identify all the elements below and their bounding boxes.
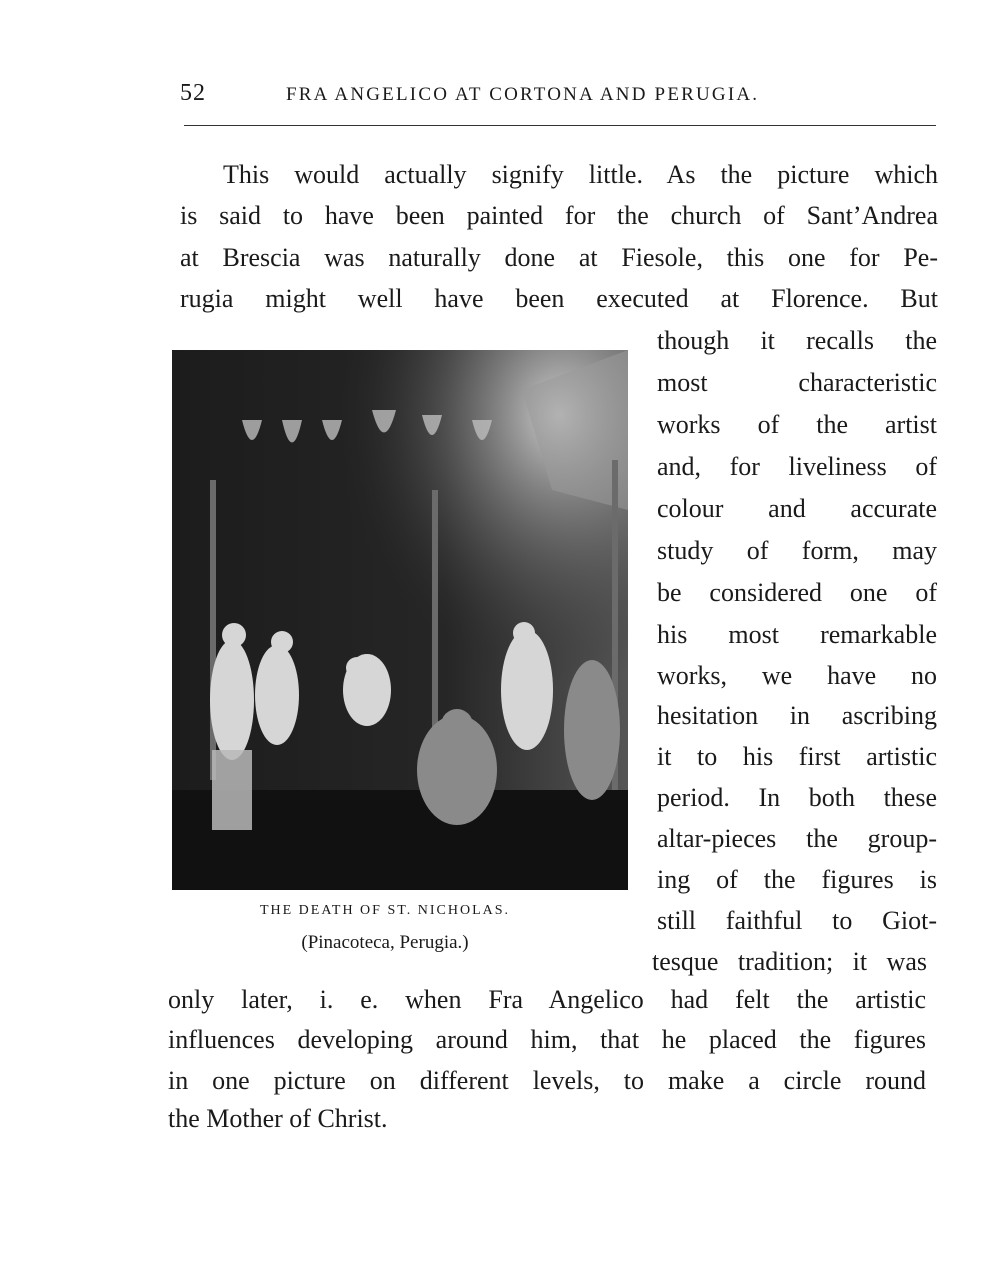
header-rule [184, 125, 936, 126]
text-line: most characteristic [657, 368, 937, 397]
painting-illustration [172, 350, 628, 890]
text-line: ing of the figures is [657, 865, 937, 894]
text-line: works, we have no [657, 661, 937, 690]
text-line: and, for liveliness of [657, 452, 937, 481]
text-line: altar-pieces the group- [657, 824, 937, 853]
text-line: is said to have been painted for the church of Sant’Andrea [180, 201, 938, 230]
text-line: colour and accurate [657, 494, 937, 523]
figure-caption-location: (Pinacoteca, Perugia.) [301, 932, 469, 953]
text-line: the Mother of Christ. [168, 1104, 388, 1133]
text-line: This would actually signify little. As the picture which [223, 160, 938, 189]
text-line: influences developing around him, that he placed the figures [168, 1025, 926, 1054]
text-line: be considered one of [657, 578, 937, 607]
text-line: though it recalls the [657, 326, 937, 355]
text-line: works of the artist [657, 410, 937, 439]
text-line: period. In both these [657, 783, 937, 812]
page-number: 52 [180, 80, 206, 106]
text-line: his most remarkable [657, 620, 937, 649]
text-line: study of form, may [657, 536, 937, 565]
text-line: hesitation in ascribing [657, 701, 937, 730]
text-line: rugia might well have been executed at Florence. But [180, 284, 938, 313]
text-line: tesque tradition; it was [652, 947, 927, 976]
painting-image [172, 350, 628, 890]
page-header [180, 80, 940, 112]
text-line: only later, i. e. when Fra Angelico had felt the artistic [168, 985, 926, 1014]
running-title: FRA ANGELICO AT CORTONA AND PERUGIA. [286, 84, 760, 105]
text-line: in one picture on different levels, to make a circle round [168, 1066, 926, 1095]
figure-caption-title: THE DEATH OF ST. NICHOLAS. [259, 903, 511, 918]
text-line: at Brescia was naturally done at Fiesole, this one for Pe- [180, 243, 938, 272]
text-line: it to his first artistic [657, 742, 937, 771]
text-line: still faithful to Giot- [657, 906, 937, 935]
